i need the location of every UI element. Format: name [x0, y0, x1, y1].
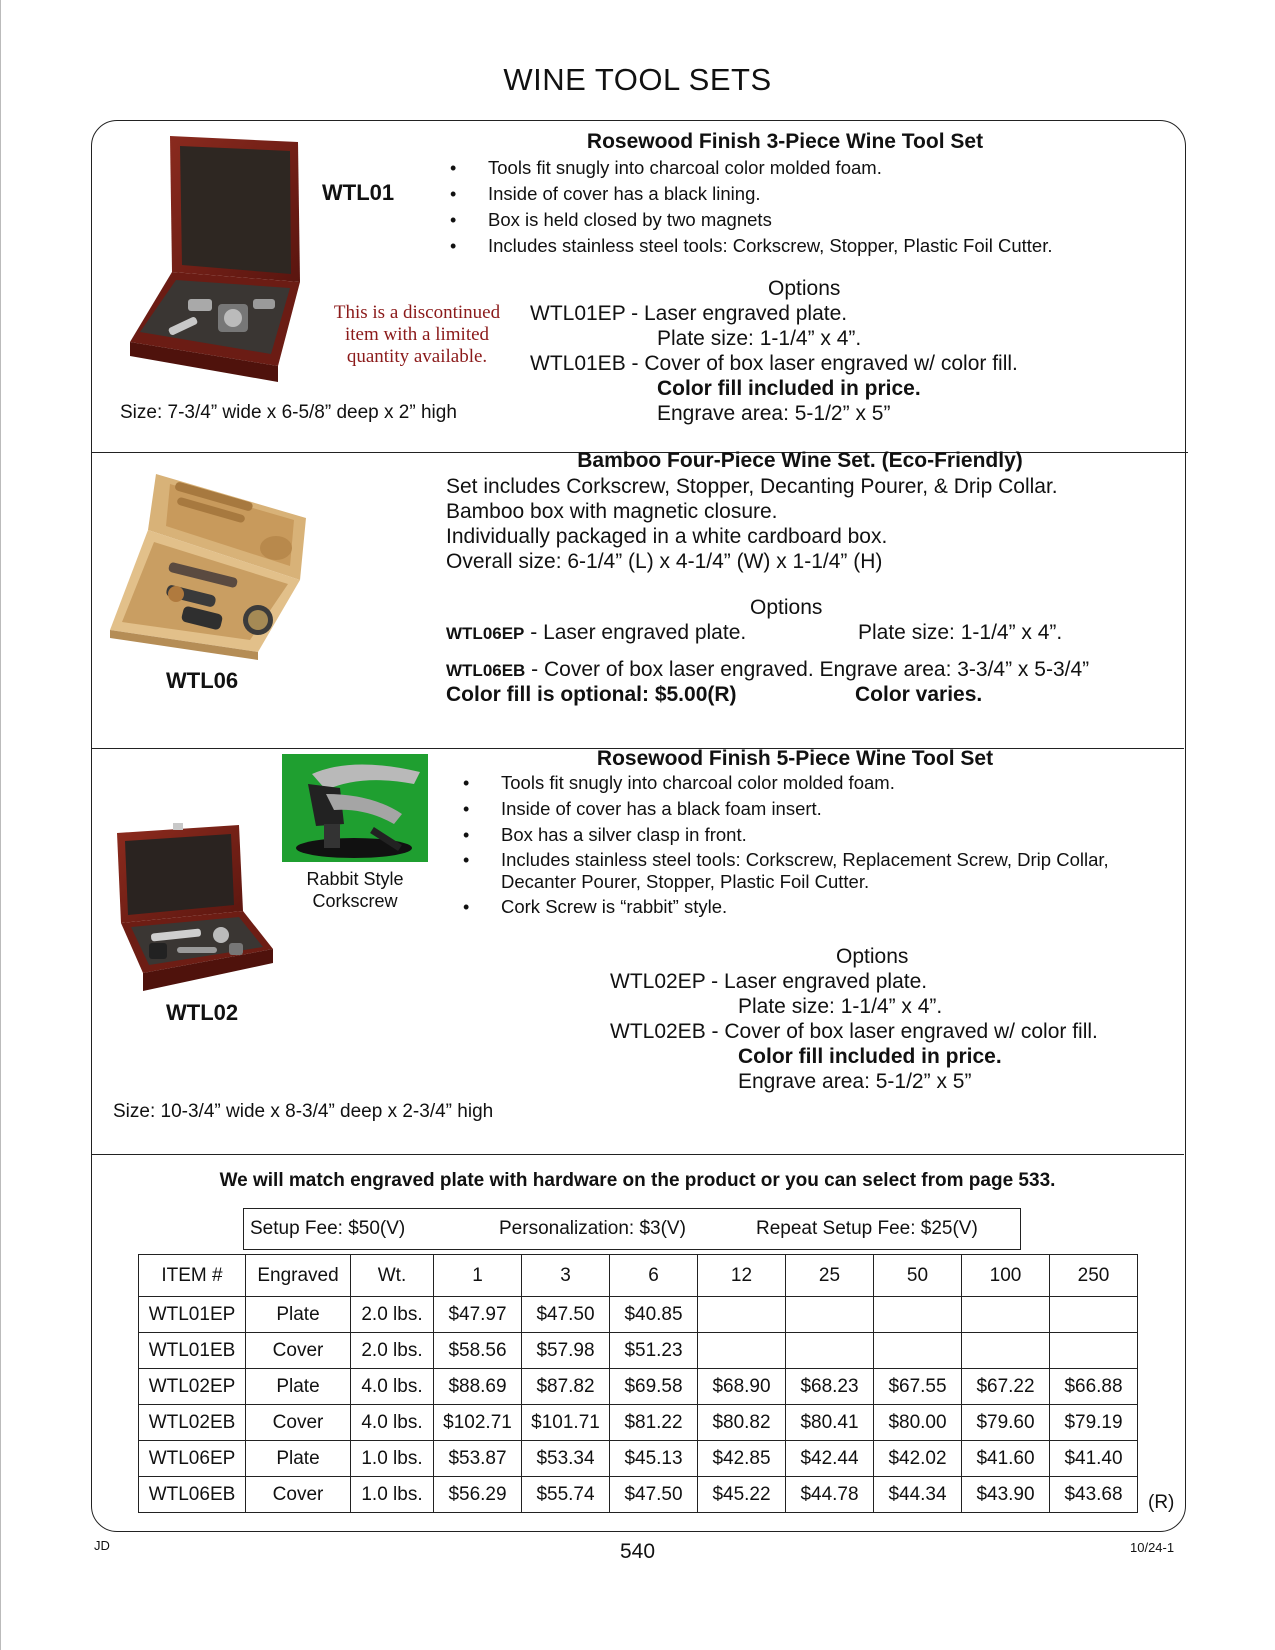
table-row — [139, 1297, 1138, 1333]
table-cell: 2.0 lbs. — [351, 1297, 434, 1333]
table-header-row — [139, 1255, 1138, 1297]
column-header: 1 — [434, 1255, 522, 1297]
column-header: 12 — [698, 1255, 786, 1297]
page-number: 540 — [619, 1540, 656, 1563]
table-row — [139, 1405, 1138, 1441]
table-cell: $68.90 — [698, 1369, 786, 1405]
table-cell — [962, 1333, 1050, 1369]
wtl02-eb-color-fill: Color fill included in price. — [738, 1045, 1002, 1068]
wtl06-options-heading: Options — [750, 596, 823, 619]
table-cell: Cover — [246, 1405, 351, 1441]
table-cell: $53.34 — [522, 1441, 610, 1477]
column-header: 3 — [522, 1255, 610, 1297]
table-cell: Plate — [246, 1369, 351, 1405]
wtl01-eb-color-fill: Color fill included in price. — [657, 377, 921, 400]
table-cell: Plate — [246, 1297, 351, 1333]
retail-mark: (R) — [1148, 1492, 1175, 1513]
table-cell: 1.0 lbs. — [351, 1441, 434, 1477]
table-cell: WTL01EB — [139, 1333, 246, 1369]
table-cell: $47.97 — [434, 1297, 522, 1333]
rabbit-corkscrew-caption: Rabbit Style Corkscrew — [306, 869, 404, 911]
table-cell — [1050, 1333, 1138, 1369]
personalization-fee: Personalization: $3(V) — [499, 1218, 686, 1239]
table-cell: $87.82 — [522, 1369, 610, 1405]
wtl02-ep-plate-size: Plate size: 1-1/4” x 4”. — [738, 995, 943, 1018]
column-header: 100 — [962, 1255, 1050, 1297]
table-cell — [962, 1297, 1050, 1333]
list-item: • Inside of cover has a black foam insert. — [463, 797, 1163, 821]
description-line: Set includes Corkscrew, Stopper, Decanting Pourer, & Drip Collar. — [446, 475, 1058, 498]
table-cell: $55.74 — [522, 1477, 610, 1513]
table-cell — [786, 1333, 874, 1369]
wtl06-ep-option: WTL06EP - Laser engraved plate. — [446, 621, 747, 644]
table-cell: $42.44 — [786, 1441, 874, 1477]
wtl01-options-heading: Options — [768, 277, 841, 300]
price-table — [138, 1254, 1138, 1513]
table-cell: $56.29 — [434, 1477, 522, 1513]
table-cell: $80.82 — [698, 1405, 786, 1441]
wtl02-eb-engrave-area: Engrave area: 5-1/2” x 5” — [738, 1070, 972, 1093]
wtl01-eb-engrave-area: Engrave area: 5-1/2” x 5” — [657, 402, 891, 425]
table-cell: 4.0 lbs. — [351, 1405, 434, 1441]
table-cell — [874, 1297, 962, 1333]
table-cell: $53.87 — [434, 1441, 522, 1477]
table-cell — [698, 1297, 786, 1333]
table-cell: $47.50 — [522, 1297, 610, 1333]
table-cell: $81.22 — [610, 1405, 698, 1441]
column-header: ITEM # — [139, 1255, 246, 1297]
table-cell: $41.40 — [1050, 1441, 1138, 1477]
wtl01-size: Size: 7-3/4” wide x 6-5/8” deep x 2” high — [120, 402, 457, 423]
wtl02-options-heading: Options — [836, 945, 909, 968]
description-line: Individually packaged in a white cardboard box. — [446, 525, 888, 548]
wtl06-eb-option: WTL06EB - Cover of box laser engraved. Engrave area: 3-3/4” x 5-3/4” — [446, 658, 1090, 681]
table-cell: $47.50 — [610, 1477, 698, 1513]
table-cell: $42.85 — [698, 1441, 786, 1477]
table-cell: WTL06EB — [139, 1477, 246, 1513]
table-cell: $79.60 — [962, 1405, 1050, 1441]
table-cell: $67.55 — [874, 1369, 962, 1405]
list-item: • Includes stainless steel tools: Corkscrew, Replacement Screw, Drip Collar, Decanter Pourer, Stopper, Plastic Foil Cutter. — [463, 849, 1163, 893]
wtl06-sku: WTL06 — [166, 668, 239, 693]
column-header: Engraved — [246, 1255, 351, 1297]
table-cell: $67.22 — [962, 1369, 1050, 1405]
list-item: • Box is held closed by two magnets — [450, 207, 1170, 233]
wtl02-product-photo — [113, 823, 275, 993]
fee-box — [243, 1208, 1021, 1250]
table-cell: $44.78 — [786, 1477, 874, 1513]
wtl06-ep-plate-size: Plate size: 1-1/4” x 4”. — [858, 621, 1063, 644]
table-cell — [786, 1297, 874, 1333]
description-line: Bamboo box with magnetic closure. — [446, 500, 778, 523]
wtl01-features — [450, 155, 1170, 259]
discontinued-note: This is a discontinued item with a limited quantity available. — [333, 302, 501, 367]
list-item: • Tools fit snugly into charcoal color molded foam. — [450, 155, 1170, 181]
wtl02-features — [463, 771, 1163, 919]
rabbit-corkscrew-photo — [282, 754, 428, 862]
wtl01-sku: WTL01 — [322, 180, 395, 205]
table-cell: $101.71 — [522, 1405, 610, 1441]
table-cell — [874, 1333, 962, 1369]
table-cell: $43.68 — [1050, 1477, 1138, 1513]
wtl02-ep-option: WTL02EP - Laser engraved plate. — [610, 970, 928, 993]
table-cell: $40.85 — [610, 1297, 698, 1333]
list-item: • Includes stainless steel tools: Corkscrew, Stopper, Plastic Foil Cutter. — [450, 233, 1170, 259]
setup-fee: Setup Fee: $50(V) — [250, 1218, 406, 1239]
table-cell: $88.69 — [434, 1369, 522, 1405]
table-row — [139, 1441, 1138, 1477]
section-divider — [91, 1154, 1184, 1155]
wtl01-ep-option: WTL01EP - Laser engraved plate. — [530, 302, 848, 325]
plate-match-note: We will match engraved plate with hardware on the product or you can select from page 533. — [219, 1170, 1056, 1191]
table-cell: $66.88 — [1050, 1369, 1138, 1405]
page-edge — [0, 0, 1, 1650]
table-row — [139, 1477, 1138, 1513]
table-cell: $102.71 — [434, 1405, 522, 1441]
table-cell: 4.0 lbs. — [351, 1369, 434, 1405]
wtl06-eb-code: WTL06EB — [446, 661, 526, 680]
table-cell: WTL06EP — [139, 1441, 246, 1477]
table-cell: $51.23 — [610, 1333, 698, 1369]
wtl01-ep-plate-size: Plate size: 1-1/4” x 4”. — [657, 327, 862, 350]
table-cell: WTL02EP — [139, 1369, 246, 1405]
table-cell: $80.00 — [874, 1405, 962, 1441]
table-cell: $45.22 — [698, 1477, 786, 1513]
wtl06-product-photo — [108, 470, 308, 660]
wtl06-title: Bamboo Four-Piece Wine Set. (Eco-Friendly) — [577, 449, 1023, 472]
list-item: • Tools fit snugly into charcoal color molded foam. — [463, 771, 1163, 795]
list-item: • Inside of cover has a black lining. — [450, 181, 1170, 207]
table-row — [139, 1369, 1138, 1405]
table-cell: 1.0 lbs. — [351, 1477, 434, 1513]
table-cell: $68.23 — [786, 1369, 874, 1405]
table-cell: $80.41 — [786, 1405, 874, 1441]
page-title: WINE TOOL SETS — [503, 62, 772, 97]
table-cell: $44.34 — [874, 1477, 962, 1513]
description-line: Overall size: 6-1/4” (L) x 4-1/4” (W) x 1-1/4” (H) — [446, 550, 883, 573]
footer-initials: JD — [94, 1538, 110, 1553]
table-cell: $69.58 — [610, 1369, 698, 1405]
column-header: 250 — [1050, 1255, 1138, 1297]
footer-revision: 10/24-1 — [1130, 1540, 1175, 1555]
wtl01-product-photo — [128, 134, 304, 384]
wtl06-color-varies: Color varies. — [855, 683, 983, 706]
repeat-setup-fee: Repeat Setup Fee: $25(V) — [756, 1218, 978, 1239]
table-cell: WTL02EB — [139, 1405, 246, 1441]
list-item: • Cork Screw is “rabbit” style. — [463, 895, 1163, 919]
table-cell — [1050, 1297, 1138, 1333]
table-row — [139, 1333, 1138, 1369]
wtl01-title: Rosewood Finish 3-Piece Wine Tool Set — [586, 130, 984, 153]
table-cell: $45.13 — [610, 1441, 698, 1477]
column-header: 50 — [874, 1255, 962, 1297]
table-cell — [698, 1333, 786, 1369]
list-item: • Box has a silver clasp in front. — [463, 823, 1163, 847]
table-cell: $43.90 — [962, 1477, 1050, 1513]
column-header: Wt. — [351, 1255, 434, 1297]
wtl02-sku: WTL02 — [166, 1000, 239, 1025]
table-cell: $41.60 — [962, 1441, 1050, 1477]
table-cell: $79.19 — [1050, 1405, 1138, 1441]
column-header: 25 — [786, 1255, 874, 1297]
wtl02-eb-option: WTL02EB - Cover of box laser engraved w/ color fill. — [610, 1020, 1098, 1043]
table-cell: 2.0 lbs. — [351, 1333, 434, 1369]
table-cell: Plate — [246, 1441, 351, 1477]
wtl02-size: Size: 10-3/4” wide x 8-3/4” deep x 2-3/4” high — [113, 1101, 494, 1122]
table-cell: Cover — [246, 1333, 351, 1369]
table-cell: $42.02 — [874, 1441, 962, 1477]
wtl06-color-fill: Color fill is optional: $5.00(R) — [446, 683, 737, 706]
table-cell: $57.98 — [522, 1333, 610, 1369]
table-cell: Cover — [246, 1477, 351, 1513]
table-cell: WTL01EP — [139, 1297, 246, 1333]
wtl01-eb-option: WTL01EB - Cover of box laser engraved w/ color fill. — [530, 352, 1018, 375]
wtl06-ep-code: WTL06EP — [446, 624, 525, 643]
column-header: 6 — [610, 1255, 698, 1297]
wtl02-title: Rosewood Finish 5-Piece Wine Tool Set — [596, 747, 994, 770]
table-cell: $58.56 — [434, 1333, 522, 1369]
wtl06-description — [446, 474, 1186, 574]
